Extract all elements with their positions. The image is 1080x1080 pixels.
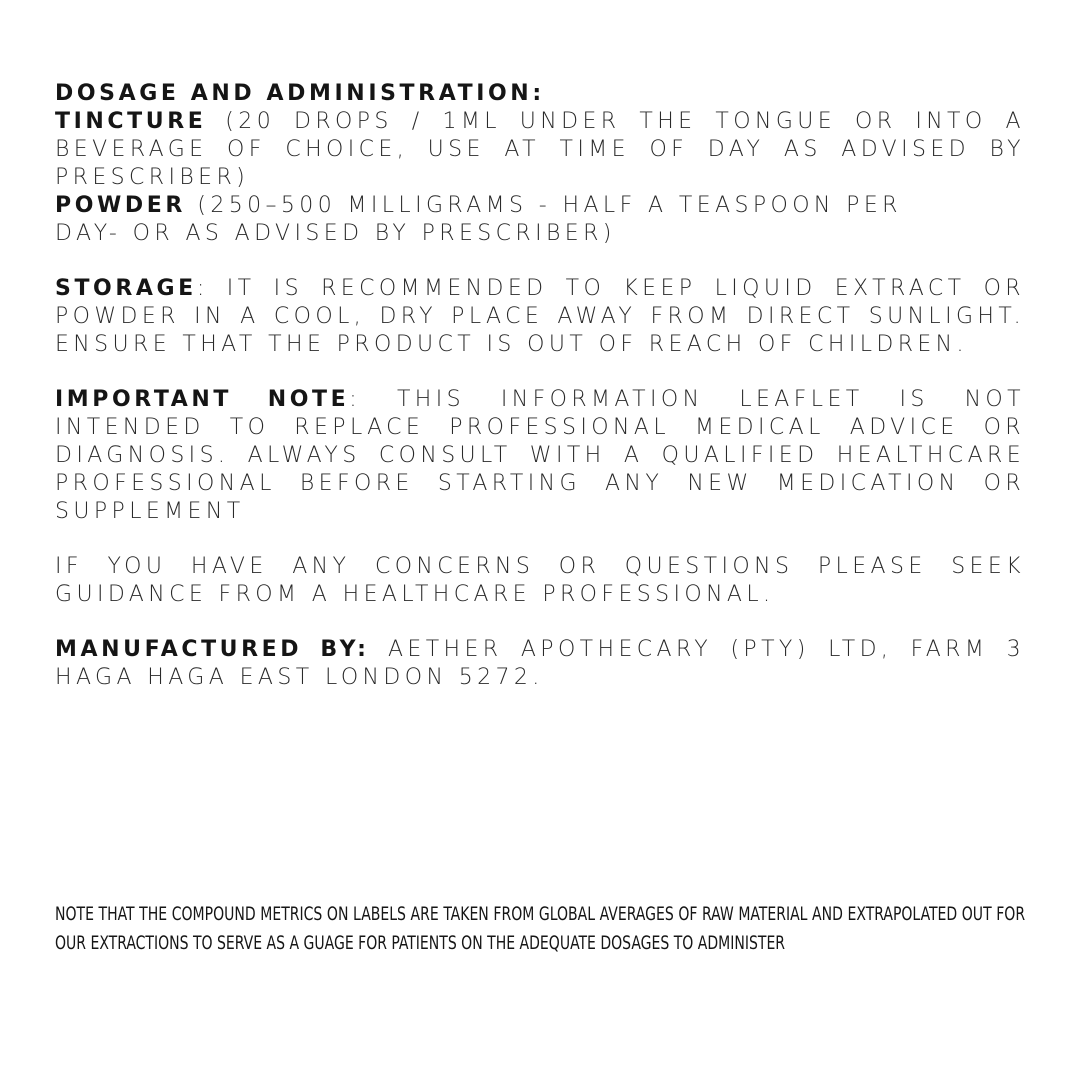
leaflet-body bbox=[55, 80, 1025, 692]
tincture-paragraph bbox=[55, 108, 1025, 192]
powder-text: (250–500 MILLIGRAMS - HALF A TEASPOON PER DAY- OR AS ADVISED BY PRESCRIBER) bbox=[55, 193, 902, 246]
spacer bbox=[55, 526, 1025, 553]
important-note-text: : THIS INFORMATION LEAFLET IS NOT INTENDED TO REPLACE PROFESSIONAL MEDICAL ADVICE OR DIAGNOSIS. ALWAYS CONSULT WITH A QUALIFIED HEALTHCARE PROFESSIONAL BEFORE STARTING ANY NEW MEDICATION OR SUPPLEMENT bbox=[55, 387, 1025, 524]
powder-paragraph bbox=[55, 192, 955, 248]
tincture-label: TINCTURE bbox=[55, 109, 207, 134]
storage-text: : IT IS RECOMMENDED TO KEEP LIQUID EXTRACT OR POWDER IN A COOL, DRY PLACE AWAY FROM DIRECT SUNLIGHT. ENSURE THAT THE PRODUCT IS OUT OF REACH OF CHILDREN. bbox=[55, 276, 1025, 357]
storage-label: STORAGE bbox=[55, 276, 197, 301]
compound-metrics-footnote: NOTE THAT THE COMPOUND METRICS ON LABELS ARE TAKEN FROM GLOBAL AVERAGES OF RAW MATERIAL AND EXTRAPOLATED OUT FOR OUR EXTRACTIONS TO SERVE AS A GUAGE FOR PATIENTS ON THE ADEQUATE DOSAGES TO ADMINISTER bbox=[55, 903, 1026, 954]
spacer bbox=[55, 248, 1025, 275]
dosage-heading: DOSAGE AND ADMINISTRATION: bbox=[55, 81, 545, 106]
important-note-section bbox=[55, 386, 1025, 526]
tincture-text: (20 DROPS / 1ML UNDER THE TONGUE OR INTO A BEVERAGE OF CHOICE, USE AT TIME OF DAY AS ADVISED BY PRESCRIBER) bbox=[55, 109, 1025, 190]
concerns-section bbox=[55, 553, 1025, 609]
manufacturer-section bbox=[55, 636, 1025, 692]
spacer bbox=[55, 359, 1025, 386]
concerns-paragraph: IF YOU HAVE ANY CONCERNS OR QUESTIONS PLEASE SEEK GUIDANCE FROM A HEALTHCARE PROFESSIONAL. bbox=[55, 554, 1025, 607]
manufacturer-text: AETHER APOTHECARY (PTY) LTD, FARM 3 HAGA HAGA EAST LONDON 5272. bbox=[55, 637, 1025, 690]
powder-label: POWDER bbox=[55, 193, 186, 218]
manufacturer-label: MANUFACTURED BY: bbox=[55, 637, 370, 662]
storage-paragraph bbox=[55, 275, 1025, 359]
dosage-section bbox=[55, 80, 1025, 248]
manufacturer-paragraph bbox=[55, 636, 1025, 692]
storage-section bbox=[55, 275, 1025, 359]
important-note-paragraph bbox=[55, 386, 1025, 526]
spacer bbox=[55, 609, 1025, 636]
important-note-label: IMPORTANT NOTE bbox=[55, 387, 350, 412]
